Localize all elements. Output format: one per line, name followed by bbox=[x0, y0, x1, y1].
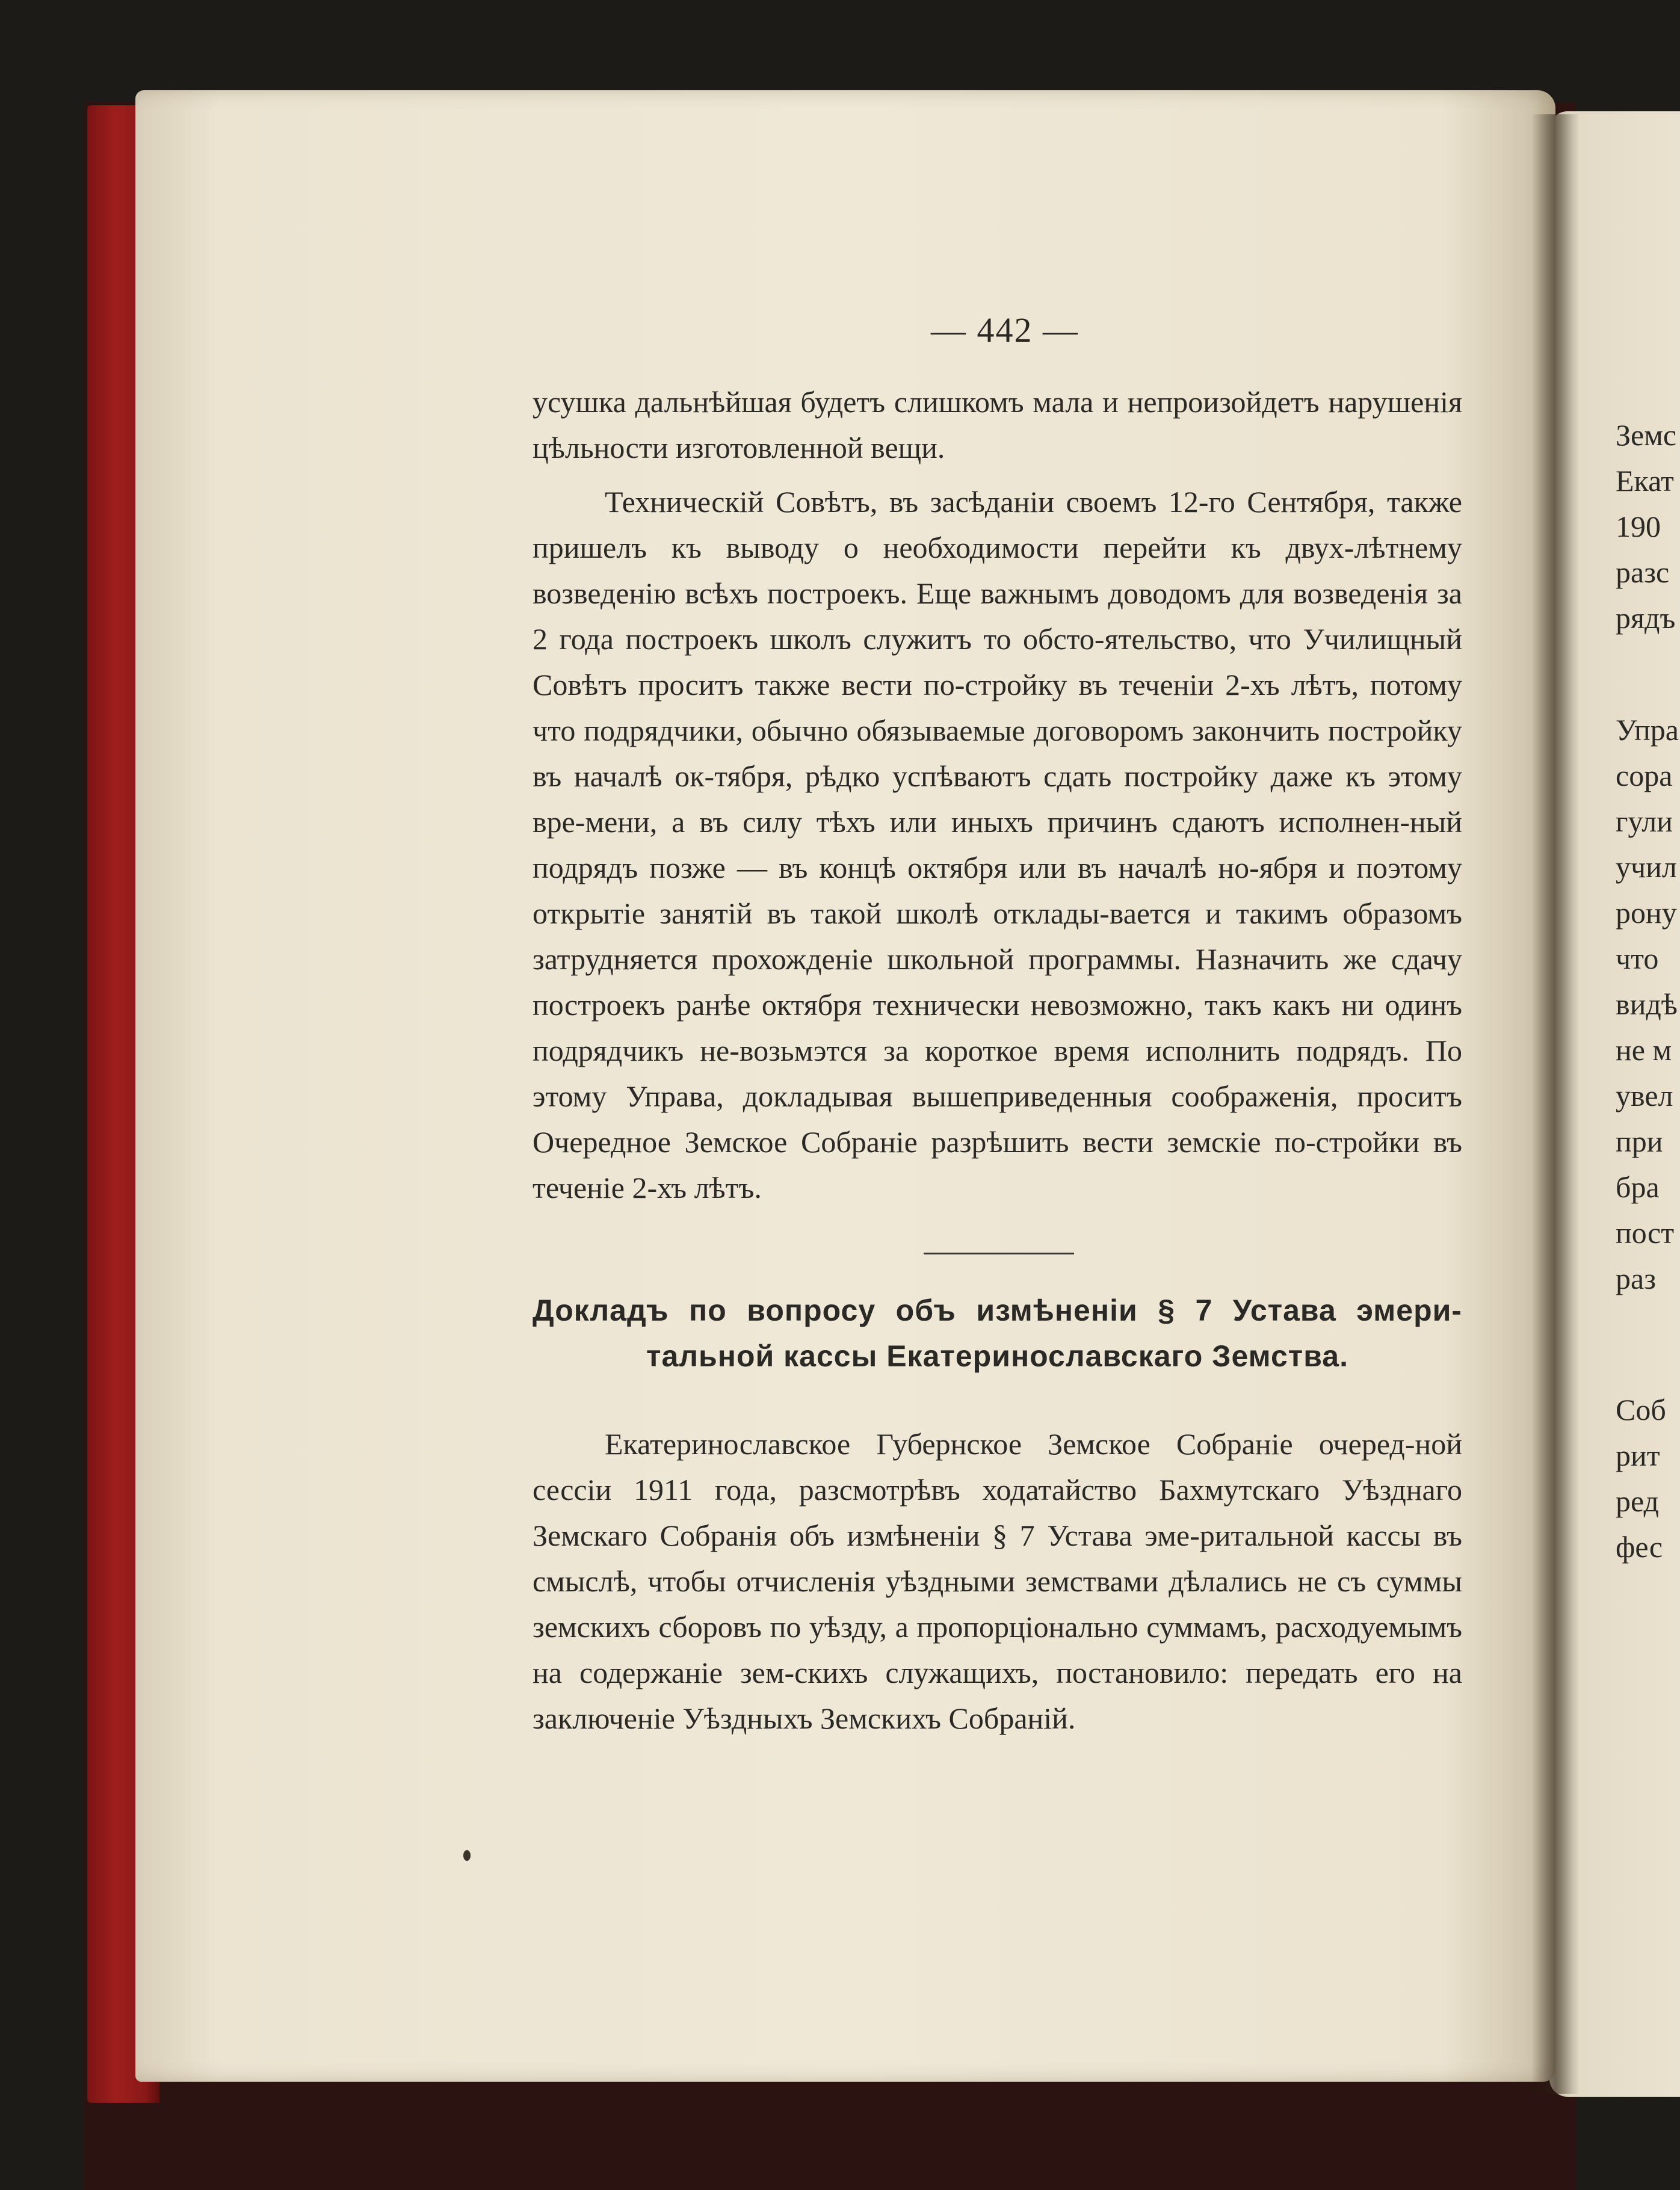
right-page-line: рит bbox=[1616, 1439, 1660, 1472]
paragraph-emeritus-fund: Екатеринославское Губернское Земское Собраніе очеред-ной сессіи 1911 года, разсмотрѣвъ ходатайство Бахмутскаго Уѣзднаго Земскаго Собранія объ измѣненіи § 7 Устава эме-ритальной кассы въ смыслѣ, чтобы отчисленія уѣздными земствами дѣлались не съ суммы земскихъ сборовъ по уѣзду, а пропорціонально суммамъ, расходуемымъ на содержаніе зем-скихъ служащихъ, постановило: передать его на заключеніе Уѣздныхъ Земскихъ Собраній. bbox=[533, 1427, 1462, 1735]
section-heading bbox=[533, 1288, 1462, 1379]
right-page-line: сора bbox=[1616, 759, 1673, 792]
right-page-line: разс bbox=[1616, 555, 1670, 589]
right-page-line: Екат bbox=[1616, 464, 1674, 498]
page-text bbox=[533, 379, 1462, 1741]
right-page-line: раз bbox=[1616, 1262, 1656, 1295]
right-page-line: видѣ bbox=[1616, 987, 1678, 1021]
right-page-line: пост bbox=[1616, 1216, 1675, 1250]
right-page-line: Земс bbox=[1616, 418, 1677, 452]
right-page-line: учил bbox=[1616, 850, 1677, 884]
right-page-line: ред bbox=[1616, 1484, 1659, 1518]
right-page-line: 190 bbox=[1616, 510, 1661, 543]
section-divider bbox=[924, 1253, 1074, 1254]
right-page-line: бра bbox=[1616, 1170, 1660, 1204]
section-heading-line-2: тальной кассы Екатеринославскаго Земства. bbox=[646, 1339, 1349, 1373]
right-page-line: не м bbox=[1616, 1033, 1672, 1067]
section-heading-line-1: Докладъ по вопросу объ измѣненіи § 7 Устава эмери- bbox=[533, 1294, 1462, 1327]
right-page-line: что bbox=[1616, 942, 1659, 975]
right-page-line: увел bbox=[1616, 1079, 1673, 1112]
gutter-shadow bbox=[1531, 114, 1580, 2094]
paragraph-continued: усушка дальнѣйшая будетъ слишкомъ мала и непроизойдетъ нарушенія цѣльности изготовленной вещи. bbox=[533, 385, 1462, 464]
ink-spot bbox=[463, 1850, 471, 1861]
right-page-line: фес bbox=[1616, 1530, 1663, 1564]
right-page-line: Упра bbox=[1616, 713, 1679, 747]
right-page-line: гули bbox=[1616, 804, 1673, 838]
right-page-line: рядъ bbox=[1616, 601, 1676, 635]
right-page-line: Соб bbox=[1616, 1393, 1666, 1427]
right-page-line: при bbox=[1616, 1124, 1663, 1158]
paragraph-technical-council: Техническій Совѣтъ, въ засѣданіи своемъ 12-го Сентября, также пришелъ къ выводу о необходимости перейти къ двух-лѣтнему возведенію всѣхъ построекъ. Еще важнымъ доводомъ для возведенія за 2 года построекъ школъ служитъ то обсто-ятельство, что Училищный Совѣтъ проситъ также вести по-стройку въ теченіи 2-хъ лѣтъ, потому что подрядчики, обычно обязываемые договоромъ закончить постройку въ началѣ ок-тября, рѣдко успѣваютъ сдать постройку даже къ этому вре-мени, а въ силу тѣхъ или иныхъ причинъ сдаютъ исполнен-ный подрядъ позже — въ концѣ октября или въ началѣ но-ября и поэтому открытіе занятій въ такой школѣ отклады-вается и такимъ образомъ затрудняется прохожденіе школьной программы. Назначить же сдачу построекъ ранѣе октября технически невозможно, такъ какъ ни одинъ подрядчикъ не-возьмэтся за короткое время исполнить подрядъ. По этому Управа, докладывая вышеприведенныя соображенія, проситъ Очередное Земское Собраніе разрѣшить вести земскіе по-стройки въ теченіе 2-хъ лѣтъ. bbox=[533, 485, 1462, 1204]
page-number: — 442 — bbox=[931, 310, 1079, 350]
right-page-line: рону bbox=[1616, 896, 1677, 930]
